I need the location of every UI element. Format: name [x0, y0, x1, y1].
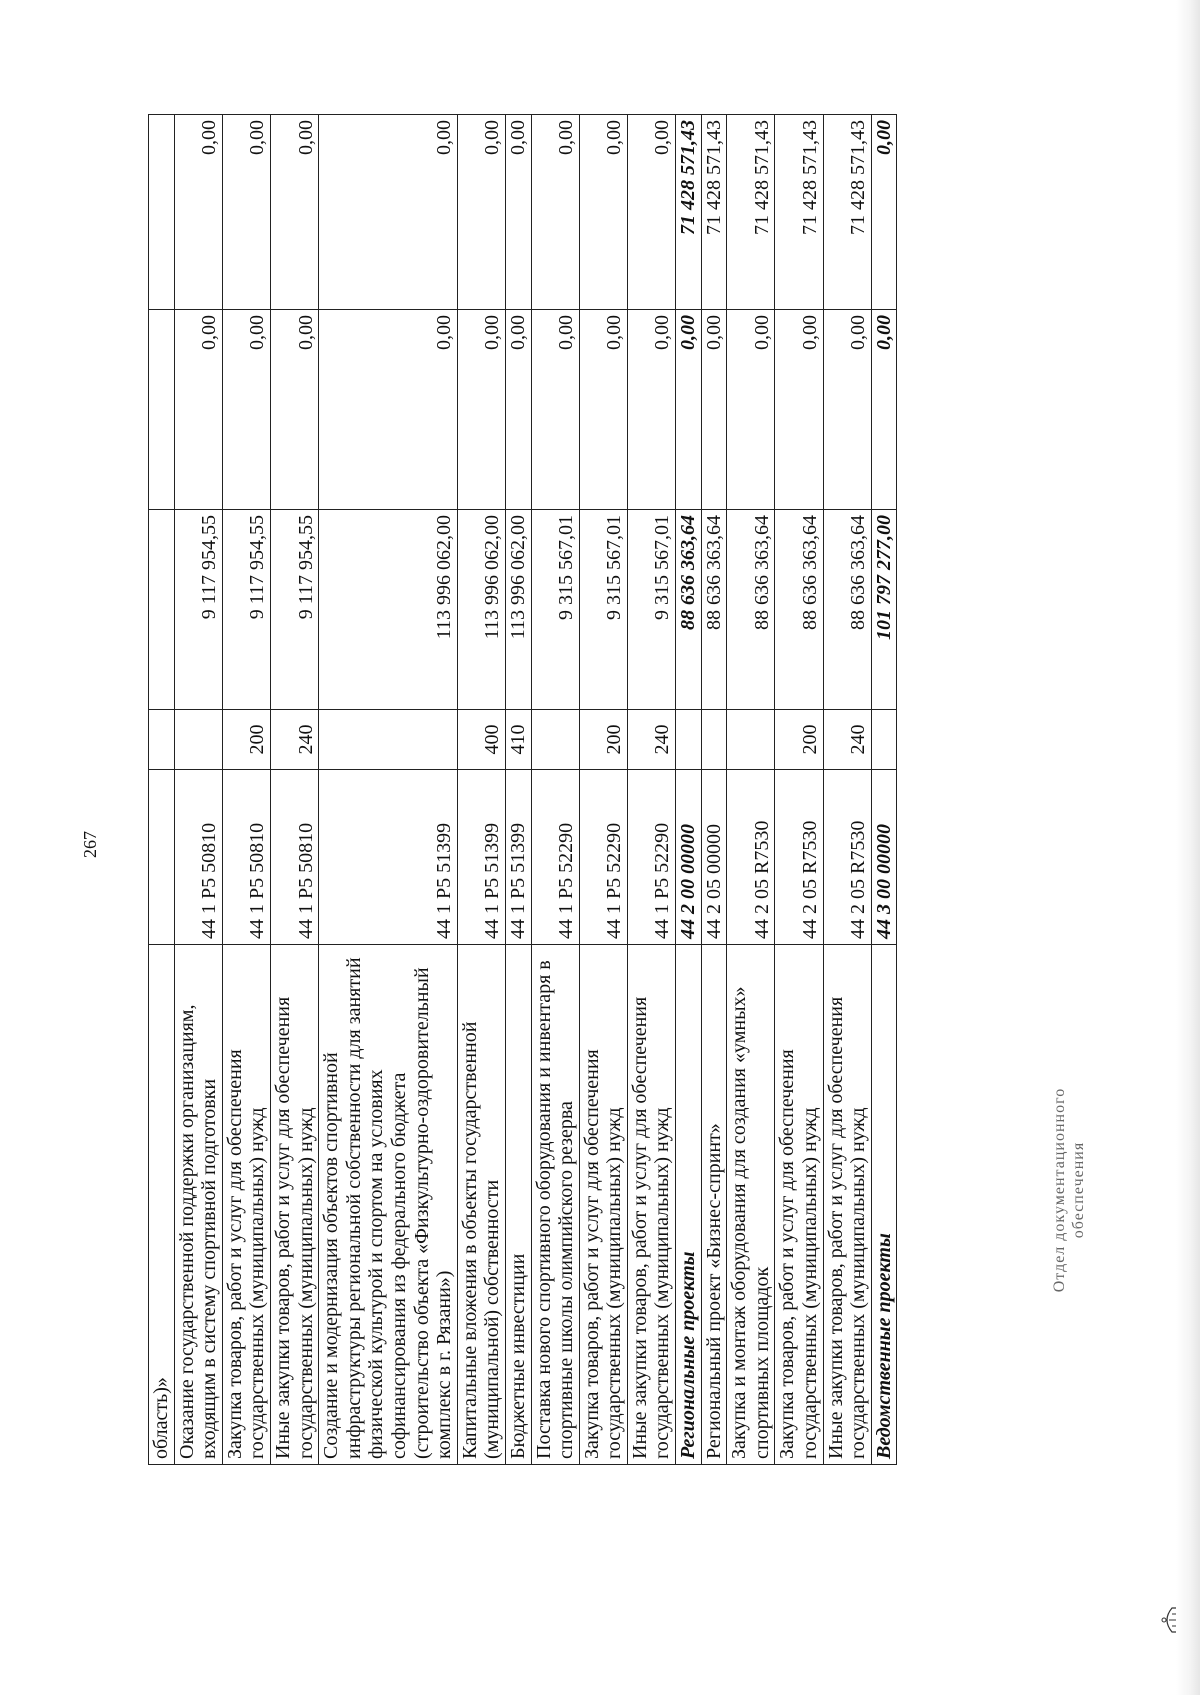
row-amount-3 — [149, 115, 175, 310]
row-amount-3: 0,00 — [871, 115, 897, 310]
row-name: Закупка товаров, работ и услуг для обеспечения государственных (муниципальных) нужд — [775, 945, 823, 1465]
row-name: Поставка нового спортивного оборудования и инвентаря в спортивные школы олимпийского резерва — [531, 945, 579, 1465]
row-amount-1: 113 996 062,00 — [319, 510, 458, 710]
row-name: Закупка товаров, работ и услуг для обеспечения государственных (муниципальных) нужд — [579, 945, 627, 1465]
scan-edge — [1176, 0, 1200, 1695]
row-code: 44 1 P5 52290 — [579, 770, 627, 945]
row-name: Иные закупки товаров, работ и услуг для обеспечения государственных (муниципальных) нужд — [823, 945, 871, 1465]
table-row — [871, 115, 897, 1465]
row-amount-1: 113 996 062,00 — [457, 510, 505, 710]
row-code: 44 1 P5 50810 — [270, 770, 318, 945]
row-code: 44 2 05 R7530 — [727, 770, 775, 945]
row-amount-2: 0,00 — [319, 310, 458, 510]
row-expense-type: 240 — [627, 710, 675, 770]
row-code: 44 2 05 R7530 — [775, 770, 823, 945]
table-row — [823, 115, 871, 1465]
row-expense-type: 200 — [222, 710, 270, 770]
row-amount-3: 0,00 — [627, 115, 675, 310]
row-code: 44 1 P5 50810 — [222, 770, 270, 945]
row-amount-2: 0,00 — [222, 310, 270, 510]
table-row — [505, 115, 531, 1465]
row-amount-2: 0,00 — [531, 310, 579, 510]
table-row — [775, 115, 823, 1465]
row-amount-2: 0,00 — [823, 310, 871, 510]
table-row — [727, 115, 775, 1465]
table-row — [676, 115, 702, 1465]
row-amount-2: 0,00 — [775, 310, 823, 510]
table-row — [579, 115, 627, 1465]
row-amount-1: 88 636 363,64 — [676, 510, 702, 710]
row-amount-1: 9 315 567,01 — [579, 510, 627, 710]
department-stamp — [1050, 1060, 1100, 1320]
row-expense-type — [174, 710, 222, 770]
row-expense-type — [676, 710, 702, 770]
row-amount-2: 0,00 — [871, 310, 897, 510]
row-amount-2: 0,00 — [579, 310, 627, 510]
row-name: область)» — [149, 945, 175, 1465]
row-amount-3: 0,00 — [531, 115, 579, 310]
row-amount-3: 0,00 — [174, 115, 222, 310]
row-amount-3: 71 428 571,43 — [701, 115, 727, 310]
row-amount-2: 0,00 — [174, 310, 222, 510]
row-amount-2: 0,00 — [727, 310, 775, 510]
row-code: 44 1 P5 52290 — [627, 770, 675, 945]
row-amount-3: 0,00 — [505, 115, 531, 310]
row-amount-3: 0,00 — [579, 115, 627, 310]
row-code: 44 1 P5 51399 — [457, 770, 505, 945]
row-amount-3: 71 428 571,43 — [727, 115, 775, 310]
row-name: Региональный проект «Бизнес-спринт» — [701, 945, 727, 1465]
row-amount-1: 9 315 567,01 — [627, 510, 675, 710]
row-name: Оказание государственной поддержки организациям, входящим в систему спортивной подготовки — [174, 945, 222, 1465]
row-amount-1: 101 797 277,00 — [871, 510, 897, 710]
table-row — [627, 115, 675, 1465]
row-amount-3: 0,00 — [222, 115, 270, 310]
row-amount-1: 9 117 954,55 — [222, 510, 270, 710]
row-amount-1: 9 117 954,55 — [174, 510, 222, 710]
budget-table — [148, 114, 897, 1465]
row-name: Ведомственные проекты — [871, 945, 897, 1465]
stamp-line-2: обеспечения — [1070, 1141, 1088, 1239]
row-amount-1: 9 315 567,01 — [531, 510, 579, 710]
row-name: Региональные проекты — [676, 945, 702, 1465]
row-expense-type: 410 — [505, 710, 531, 770]
row-amount-1: 9 117 954,55 — [270, 510, 318, 710]
row-amount-3: 71 428 571,43 — [823, 115, 871, 310]
row-amount-2 — [149, 310, 175, 510]
row-expense-type — [319, 710, 458, 770]
row-amount-1: 88 636 363,64 — [775, 510, 823, 710]
row-amount-2: 0,00 — [676, 310, 702, 510]
row-expense-type — [701, 710, 727, 770]
row-expense-type: 200 — [775, 710, 823, 770]
table-row — [457, 115, 505, 1465]
table-row — [149, 115, 175, 1465]
row-code: 44 1 P5 52290 — [531, 770, 579, 945]
row-name: Иные закупки товаров, работ и услуг для обеспечения государственных (муниципальных) нужд — [627, 945, 675, 1465]
table-row — [531, 115, 579, 1465]
row-amount-1: 113 996 062,00 — [505, 510, 531, 710]
row-amount-2: 0,00 — [505, 310, 531, 510]
row-name: Закупка и монтаж оборудования для создания «умных» спортивных площадок — [727, 945, 775, 1465]
table-row — [319, 115, 458, 1465]
row-name: Иные закупки товаров, работ и услуг для обеспечения государственных (муниципальных) нужд — [270, 945, 318, 1465]
table-row — [222, 115, 270, 1465]
page-number: 267 — [80, 831, 100, 858]
budget-table-rotated — [148, 115, 1008, 1465]
row-expense-type — [531, 710, 579, 770]
row-amount-3: 0,00 — [319, 115, 458, 310]
stamp-line-1: Отдел документационного — [1051, 1087, 1068, 1293]
table-row — [270, 115, 318, 1465]
row-expense-type: 240 — [270, 710, 318, 770]
row-code: 44 2 05 R7530 — [823, 770, 871, 945]
row-expense-type — [871, 710, 897, 770]
table-row — [174, 115, 222, 1465]
row-expense-type: 240 — [823, 710, 871, 770]
row-amount-3: 0,00 — [270, 115, 318, 310]
table-row — [701, 115, 727, 1465]
row-expense-type — [727, 710, 775, 770]
row-code — [149, 770, 175, 945]
row-expense-type: 200 — [579, 710, 627, 770]
row-code: 44 2 00 00000 — [676, 770, 702, 945]
row-amount-2: 0,00 — [457, 310, 505, 510]
row-expense-type — [149, 710, 175, 770]
row-code: 44 1 P5 50810 — [174, 770, 222, 945]
budget-table-body — [149, 115, 897, 1465]
row-name: Закупка товаров, работ и услуг для обеспечения государственных (муниципальных) нужд — [222, 945, 270, 1465]
row-expense-type: 400 — [457, 710, 505, 770]
row-name: Бюджетные инвестиции — [505, 945, 531, 1465]
row-amount-2: 0,00 — [701, 310, 727, 510]
row-amount-1: 88 636 363,64 — [727, 510, 775, 710]
row-code: 44 2 05 00000 — [701, 770, 727, 945]
row-amount-3: 0,00 — [457, 115, 505, 310]
row-amount-2: 0,00 — [270, 310, 318, 510]
row-name: Капитальные вложения в объекты государственной (муниципальной) собственности — [457, 945, 505, 1465]
row-amount-3: 71 428 571,43 — [775, 115, 823, 310]
row-amount-1: 88 636 363,64 — [823, 510, 871, 710]
row-amount-2: 0,00 — [627, 310, 675, 510]
row-amount-1 — [149, 510, 175, 710]
row-name: Создание и модернизация объектов спортивной инфраструктуры региональной собственности для занятий физической культурой и спортом на условиях софинансирования из федерального бюджета (строительство объекта «Физкультурно-оздоровительный комплекс в г. Рязани») — [319, 945, 458, 1465]
row-code: 44 1 P5 51399 — [319, 770, 458, 945]
row-code: 44 3 00 00000 — [871, 770, 897, 945]
row-code: 44 1 P5 51399 — [505, 770, 531, 945]
row-amount-1: 88 636 363,64 — [701, 510, 727, 710]
row-amount-3: 71 428 571,43 — [676, 115, 702, 310]
